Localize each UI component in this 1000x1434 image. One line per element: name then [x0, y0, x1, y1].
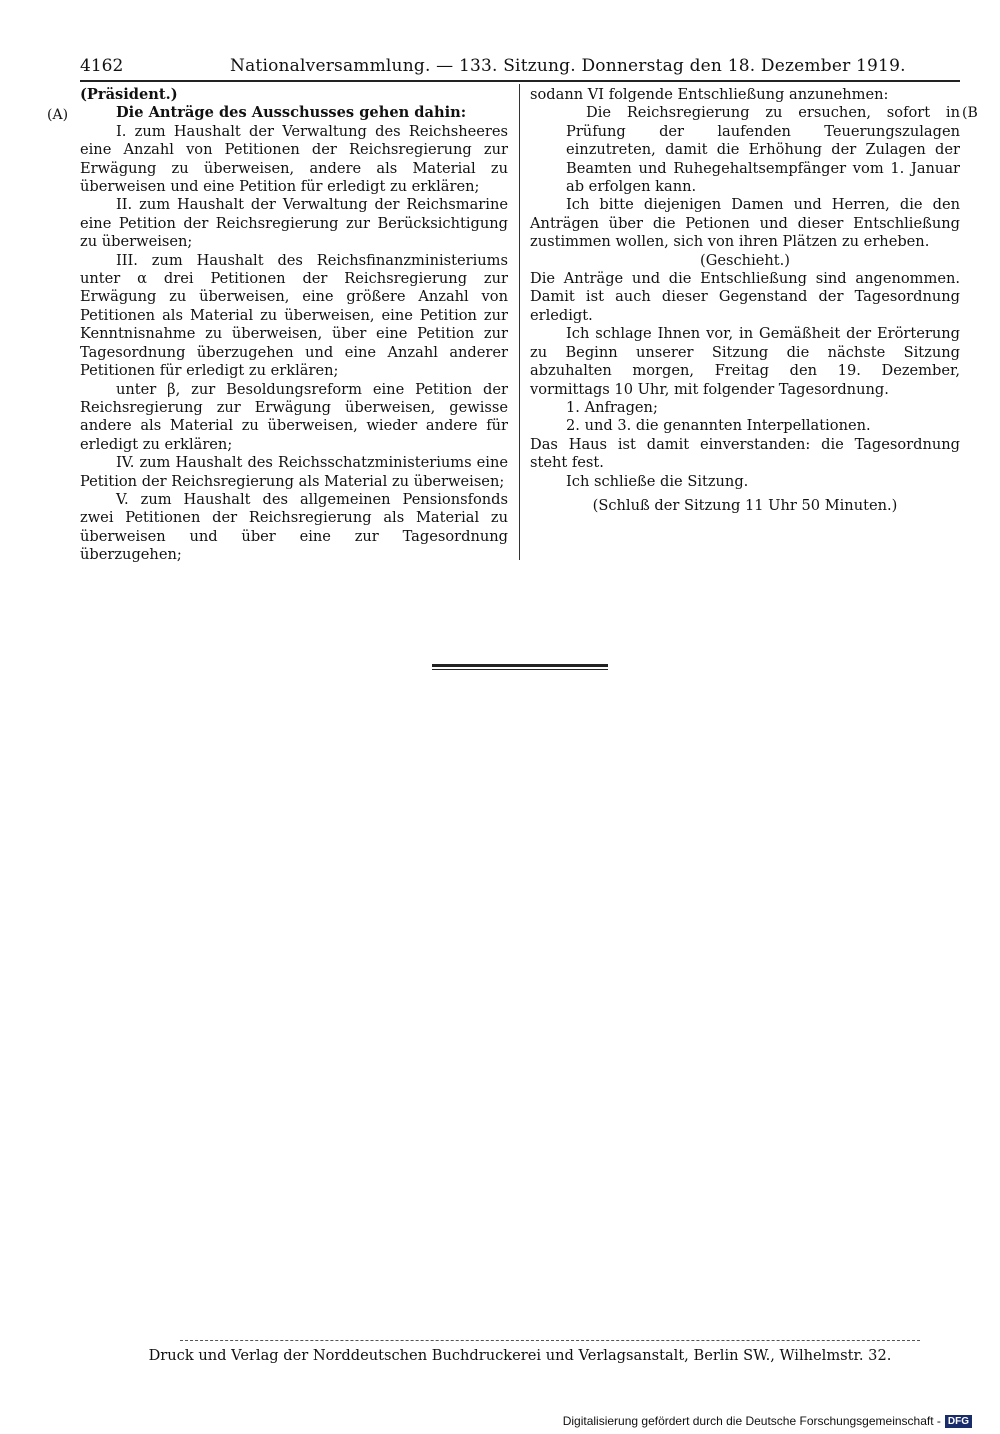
- motion-item-2: II. zum Haushalt der Verwaltung der Reichsmarine eine Petition der Reichsregierung zur Berücksichtigung zu überweisen;: [80, 196, 508, 251]
- agenda-item-2: 2. und 3. die genannten Interpellationen.: [566, 417, 871, 435]
- footer-rule: [180, 1340, 920, 1341]
- page-number: 4162: [80, 56, 124, 76]
- motion-intro: Die Anträge des Ausschusses gehen dahin:: [116, 104, 467, 122]
- running-head: Nationalversammlung. — 133. Sitzung. Donnerstag den 18. Dezember 1919.: [230, 56, 906, 76]
- digitization-note: Digitalisierung gefördert durch die Deutsche Forschungsgemeinschaft -: [562, 1414, 941, 1428]
- vote-request: Ich bitte diejenigen Damen und Herren, die den Anträgen über die Petionen und dieser Entschließung zustimmen wollen, sich von ihren Plätzen zu erheben.: [530, 196, 960, 251]
- margin-marker-a: (A): [47, 107, 69, 123]
- header-rule: [80, 80, 960, 82]
- dfg-logo: DFG: [945, 1415, 972, 1428]
- motion-item-1: I. zum Haushalt der Verwaltung des Reichsheeres eine Anzahl von Petitionen der Reichsregierung zur Erwägung zu überweisen, andere als Material zu überweisen und eine Petition für erledigt zu erklären;: [80, 122, 508, 196]
- column-divider: [519, 84, 520, 560]
- left-column: [80, 86, 508, 565]
- next-session-proposal: Ich schlage Ihnen vor, in Gemäßheit der Erörterung zu Beginn unserer Sitzung die nächste Sitzung abzuhalten morgen, Freitag den 19. Dezember, vormittags 10 Uhr, mit folgender Tagesordnung.: [530, 325, 960, 398]
- agenda-item-1: 1. Anfragen;: [566, 398, 658, 416]
- agenda-fixed: Das Haus ist damit einverstanden: die Tagesordnung steht fest.: [530, 435, 960, 472]
- motion-item-3b: unter β, zur Besoldungsreform eine Petition der Reichsregierung zur Erwägung überweisen, gewisse andere als Material zu überweisen, wieder andere für erledigt zu erklären;: [80, 380, 508, 453]
- resolution-intro: sodann VI folgende Entschließung anzunehmen:: [530, 86, 889, 103]
- resolution-text: Die Reichsregierung zu ersuchen, sofort in Prüfung der laufenden Teuerungszulagen einzutreten, damit die Erhöhung der Zulagen der Beamten und Ruhegehaltsempfänger vom 1. Januar ab erfolgen kann.: [566, 104, 960, 196]
- motion-item-4: IV. zum Haushalt des Reichsschatzministeriums eine Petition der Reichsregierung als Material zu überweisen;: [80, 454, 508, 490]
- margin-marker-b: (B: [962, 105, 978, 121]
- motion-item-5: V. zum Haushalt des allgemeinen Pensionsfonds zwei Petitionen der Reichsregierung als Material zu überweisen und über eine zur Tagesordnung überzugehen;: [80, 490, 508, 564]
- right-column: [530, 86, 960, 515]
- page-header: [80, 55, 960, 81]
- end-rule: [432, 664, 608, 667]
- session-closed: Ich schließe die Sitzung.: [566, 472, 749, 490]
- motions-adopted: Die Anträge und die Entschließung sind angenommen. Damit ist auch dieser Gegenstand der Tagesordnung erledigt.: [530, 270, 960, 324]
- closing-time: (Schluß der Sitzung 11 Uhr 50 Minuten.): [592, 496, 898, 514]
- speaker-label: (Präsident.): [80, 86, 178, 103]
- digitization-credit: [563, 1414, 972, 1428]
- motion-item-3: III. zum Haushalt des Reichsfinanzministeriums unter α drei Petitionen der Reichsregierung zur Erwägung zu überweisen, eine größere Anzahl von Petitionen als Material zu überweisen, eine Petition zur Kenntnisnahme zu überweisen, über eine Petition zur Tagesordnung überzugehen und eine Anzahl anderer Petitionen für erledigt zu erklären;: [80, 251, 508, 380]
- stage-note: (Geschieht.): [700, 251, 790, 269]
- printer-imprint: Druck und Verlag der Norddeutschen Buchdruckerei und Verlagsanstalt, Berlin SW., Wilhelmstr. 32.: [148, 1347, 892, 1364]
